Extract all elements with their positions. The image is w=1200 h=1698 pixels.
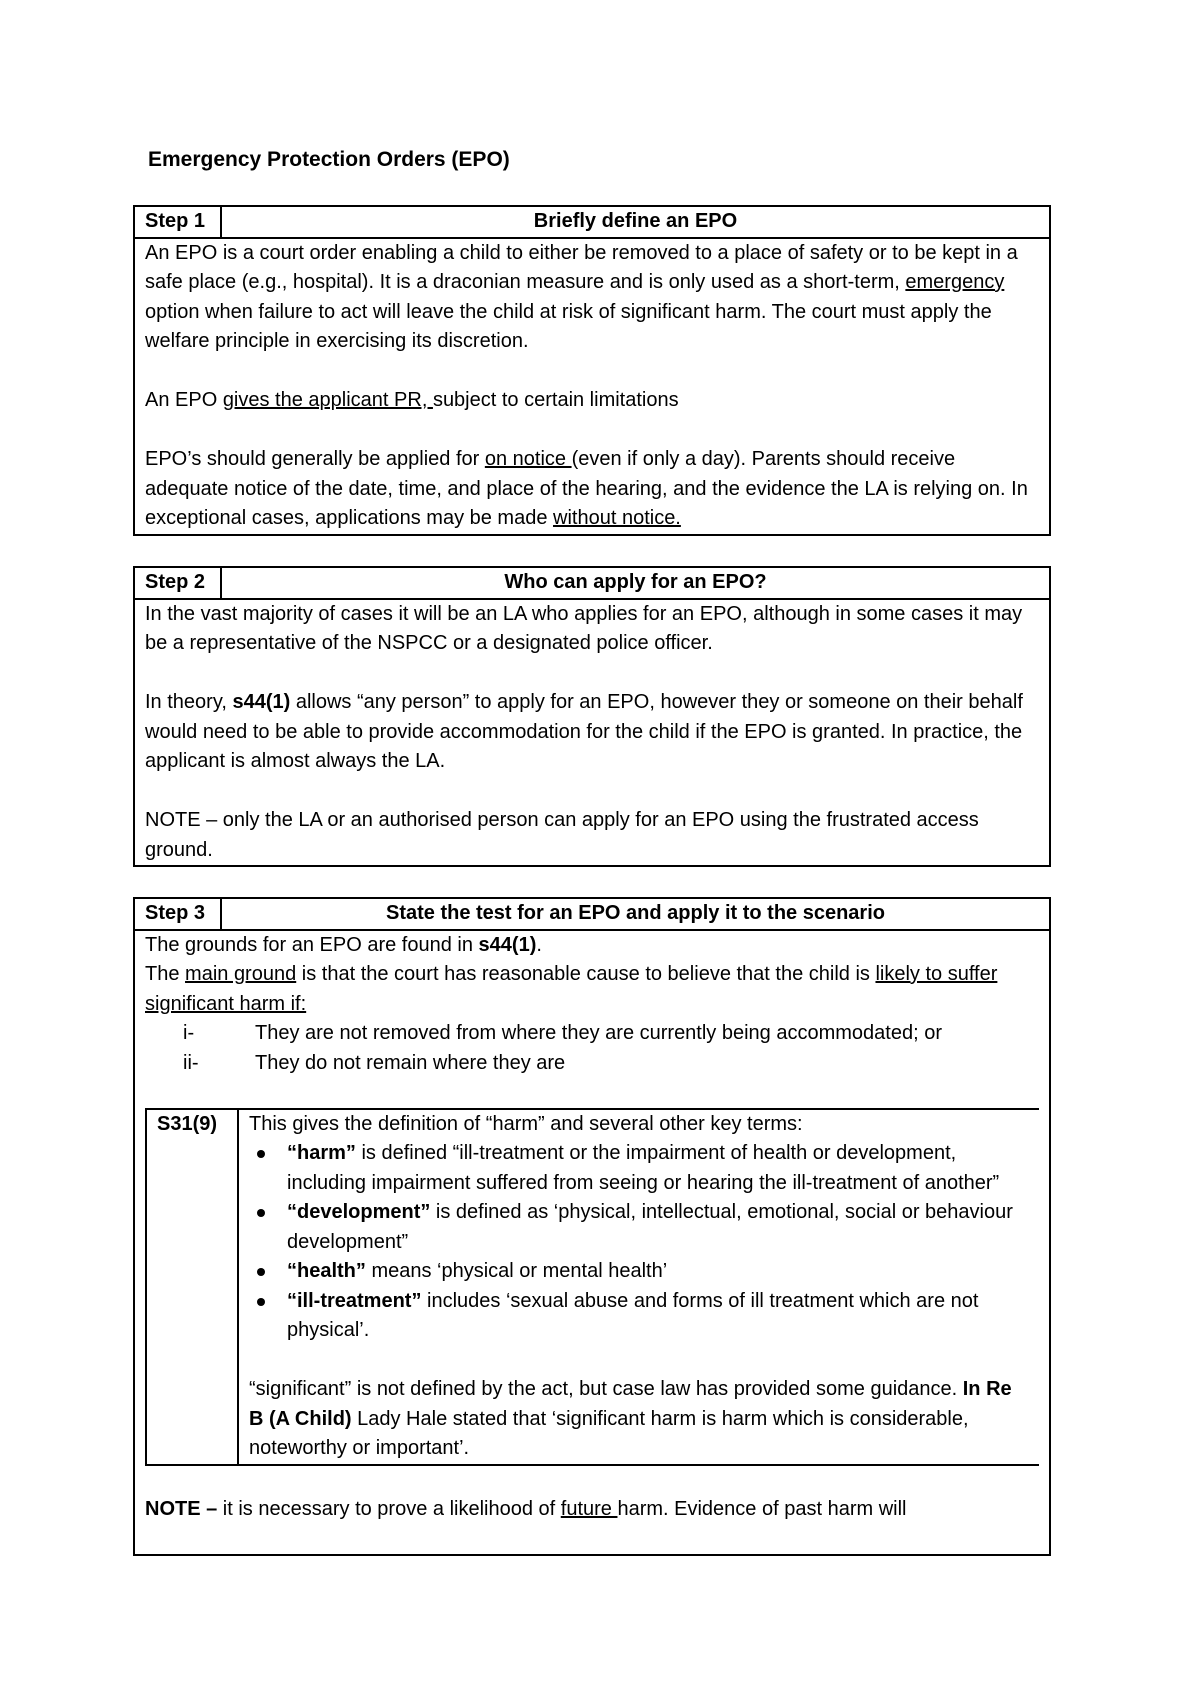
step-3-note: NOTE – it is necessary to prove a likelihood of future harm. Evidence of past harm will bbox=[145, 1498, 907, 1520]
list-item: “development” is defined as ‘physical, intellectual, emotional, social or behaviour development” bbox=[249, 1198, 1031, 1257]
step-3-heading: State the test for an EPO and apply it to the scenario bbox=[221, 898, 1050, 930]
list-item: “health” means ‘physical or mental health’ bbox=[249, 1257, 1031, 1287]
bullet-icon bbox=[257, 1209, 265, 1217]
definitions-list bbox=[249, 1139, 1031, 1346]
step-2-paragraph-3: NOTE – only the LA or an authorised person can apply for an EPO using the frustrated access ground. bbox=[145, 809, 979, 861]
step-2-label: Step 2 bbox=[134, 567, 221, 599]
step-1-paragraph-1: An EPO is a court order enabling a child to either be removed to a place of safety or to be kept in a safe place (e.g., hospital). It is a draconian measure and is only used as a short-term, emergency option when failure to act will leave the child at risk of significant harm. The court must apply the welfare principle in exercising its discretion. bbox=[145, 241, 1018, 352]
step-3-paragraph-2: The main ground is that the court has reasonable cause to believe that the child is likely to suffer significant harm if: bbox=[145, 963, 998, 1015]
list-item: i- They are not removed from where they are currently being accommodated; or bbox=[183, 1022, 942, 1044]
step-1-label: Step 1 bbox=[134, 206, 221, 238]
grounds-list bbox=[145, 1019, 1039, 1078]
step-2-body bbox=[134, 599, 1050, 867]
list-item: “harm” is defined “ill-treatment or the impairment of health or development, including impairment suffered from seeing or hearing the ill-treatment of another” bbox=[249, 1139, 1031, 1198]
s31-definitions-table bbox=[145, 1108, 1039, 1466]
step-1-heading: Briefly define an EPO bbox=[221, 206, 1050, 238]
list-item: ii- They do not remain where they are bbox=[183, 1051, 566, 1074]
step-3-paragraph-1: The grounds for an EPO are found in s44(1). bbox=[145, 933, 542, 956]
significant-definition: “significant” is not defined by the act, but case law has provided some guidance. In Re B (A Child) Lady Hale stated that ‘significant harm is harm which is considerable, noteworthy or important’. bbox=[249, 1378, 1012, 1459]
page-title: Emergency Protection Orders (EPO) bbox=[148, 148, 510, 171]
step-1-paragraph-3: EPO’s should generally be applied for on notice (even if only a day). Parents should receive adequate notice of the date, time, and place of the hearing, and the evidence the LA is relying on. In exceptional cases, applications may be made without notice. bbox=[145, 448, 1028, 529]
step-3-body bbox=[134, 930, 1050, 1555]
step-2-table bbox=[133, 566, 1051, 867]
step-2-paragraph-1: In the vast majority of cases it will be an LA who applies for an EPO, although in some cases it may be a representative of the NSPCC or a designated police officer. bbox=[145, 602, 1023, 654]
s31-intro: This gives the definition of “harm” and several other key terms: bbox=[249, 1112, 803, 1135]
step-3-label: Step 3 bbox=[134, 898, 221, 930]
s31-content bbox=[238, 1109, 1039, 1465]
bullet-icon bbox=[257, 1298, 265, 1306]
step-3-table bbox=[133, 897, 1051, 1556]
s31-label: S31(9) bbox=[146, 1109, 238, 1465]
step-2-paragraph-2: In theory, s44(1) allows “any person” to apply for an EPO, however they or someone on their behalf would need to be able to provide accommodation for the child if the EPO is granted. In practice, the applicant is almost always the LA. bbox=[145, 691, 1023, 772]
step-2-heading: Who can apply for an EPO? bbox=[221, 567, 1050, 599]
list-item: “ill-treatment” includes ‘sexual abuse and forms of ill treatment which are not physical’. bbox=[249, 1287, 1031, 1346]
bullet-icon bbox=[257, 1150, 265, 1158]
step-1-table bbox=[133, 205, 1051, 536]
step-1-body bbox=[134, 238, 1050, 535]
step-1-paragraph-2: An EPO gives the applicant PR, subject to certain limitations bbox=[145, 389, 679, 411]
bullet-icon bbox=[257, 1268, 265, 1276]
